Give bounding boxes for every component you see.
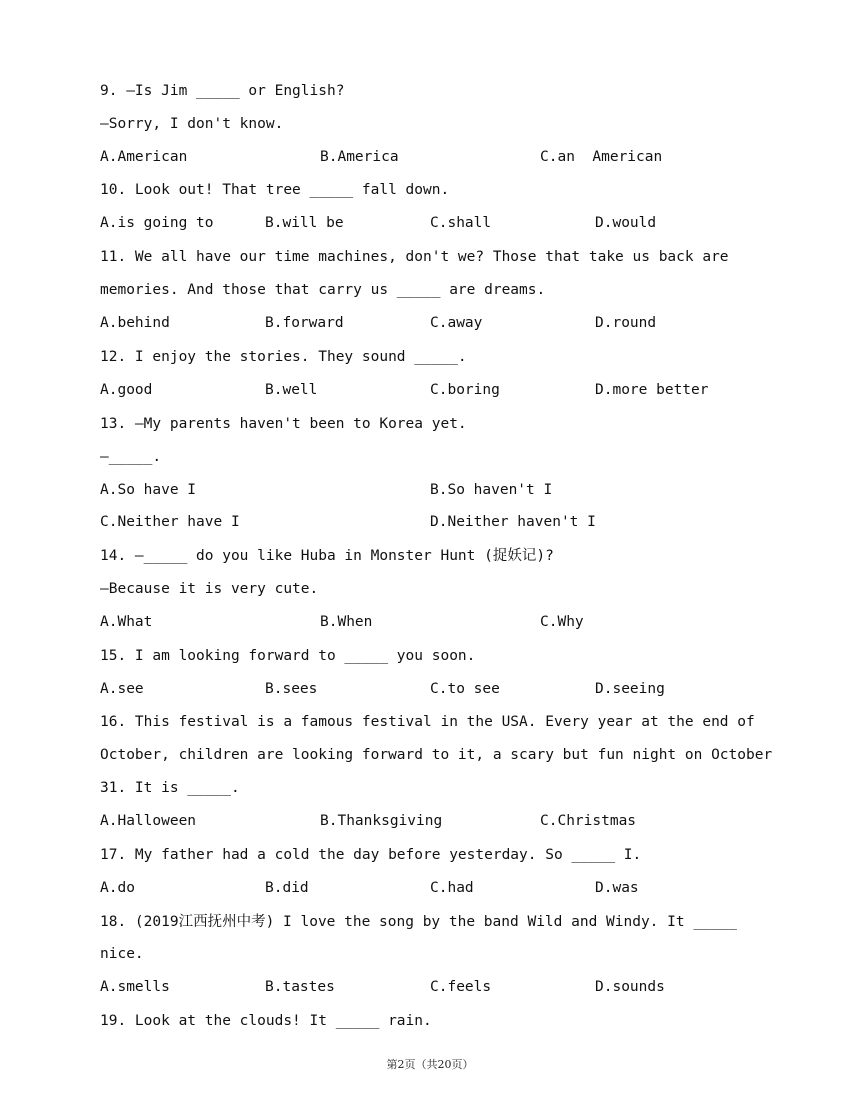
- question-11-stem-line1: 11. We all have our time machines, don't we? Those that take us back are: [100, 249, 729, 265]
- question-17-option-a: A.do: [100, 880, 135, 896]
- question-11-option-b: B.forward: [265, 315, 344, 331]
- question-12-option-c: C.boring: [430, 382, 500, 398]
- question-15-option-b: B.sees: [265, 681, 318, 697]
- question-9-option-a: A.American: [100, 149, 188, 165]
- question-15-option-a: A.see: [100, 681, 144, 697]
- question-16-stem-line2: October, children are looking forward to it, a scary but fun night on October: [100, 747, 773, 763]
- question-10-option-b: B.will be: [265, 215, 344, 231]
- question-11-option-a: A.behind: [100, 315, 170, 331]
- question-14-option-a: A.What: [100, 614, 153, 630]
- question-9-stem: 9. —Is Jim _____ or English?: [100, 83, 345, 99]
- question-14-stem: 14. —_____ do you like Huba in Monster Hunt (捉妖记)?: [100, 548, 554, 564]
- question-9-reply: —Sorry, I don't know.: [100, 116, 284, 132]
- question-17-stem: 17. My father had a cold the day before yesterday. So _____ I.: [100, 847, 642, 863]
- question-13-reply: —_____.: [100, 449, 162, 465]
- question-10-option-c: C.shall: [430, 215, 492, 231]
- question-10-option-a: A.is going to: [100, 215, 214, 231]
- question-14-option-b: B.When: [320, 614, 373, 630]
- question-18-stem-line1: 18. (2019江西抚州中考) I love the song by the band Wild and Windy. It _____: [100, 914, 737, 930]
- question-9-option-c: C.an American: [540, 149, 663, 165]
- page-footer: 第2页（共20页）: [386, 1058, 474, 1071]
- question-12-option-b: B.well: [265, 382, 318, 398]
- question-17-option-d: D.was: [595, 880, 639, 896]
- question-18-option-c: C.feels: [430, 979, 492, 995]
- question-18-option-a: A.smells: [100, 979, 170, 995]
- question-18-option-b: B.tastes: [265, 979, 335, 995]
- question-18-stem-line2: nice.: [100, 946, 144, 962]
- question-16-stem-line1: 16. This festival is a famous festival in the USA. Every year at the end of: [100, 714, 755, 730]
- question-17-option-b: B.did: [265, 880, 309, 896]
- question-15-option-c: C.to see: [430, 681, 500, 697]
- question-16-option-c: C.Christmas: [540, 813, 637, 829]
- question-14-option-c: C.Why: [540, 614, 584, 630]
- question-10-stem: 10. Look out! That tree _____ fall down.: [100, 182, 450, 198]
- question-15-option-d: D.seeing: [595, 681, 665, 697]
- question-13-option-b: B.So haven't I: [430, 482, 553, 498]
- question-9-option-b: B.America: [320, 149, 399, 165]
- question-16-option-b: B.Thanksgiving: [320, 813, 443, 829]
- question-19-stem: 19. Look at the clouds! It _____ rain.: [100, 1013, 432, 1029]
- question-13-option-c: C.Neither have I: [100, 514, 240, 530]
- question-18-option-d: D.sounds: [595, 979, 665, 995]
- question-15-stem: 15. I am looking forward to _____ you soon.: [100, 648, 476, 664]
- question-11-option-d: D.round: [595, 315, 657, 331]
- question-13-stem: 13. —My parents haven't been to Korea yet.: [100, 416, 467, 432]
- question-12-stem: 12. I enjoy the stories. They sound _____.: [100, 349, 467, 365]
- question-12-option-a: A.good: [100, 382, 153, 398]
- question-14-reply: —Because it is very cute.: [100, 581, 319, 597]
- question-11-option-c: C.away: [430, 315, 483, 331]
- question-13-option-d: D.Neither haven't I: [430, 514, 596, 530]
- question-17-option-c: C.had: [430, 880, 474, 896]
- question-16-stem-line3: 31. It is _____.: [100, 780, 240, 796]
- question-11-stem-line2: memories. And those that carry us _____ are dreams.: [100, 282, 546, 298]
- question-16-option-a: A.Halloween: [100, 813, 197, 829]
- question-10-option-d: D.would: [595, 215, 657, 231]
- question-13-option-a: A.So have I: [100, 482, 197, 498]
- question-12-option-d: D.more better: [595, 382, 709, 398]
